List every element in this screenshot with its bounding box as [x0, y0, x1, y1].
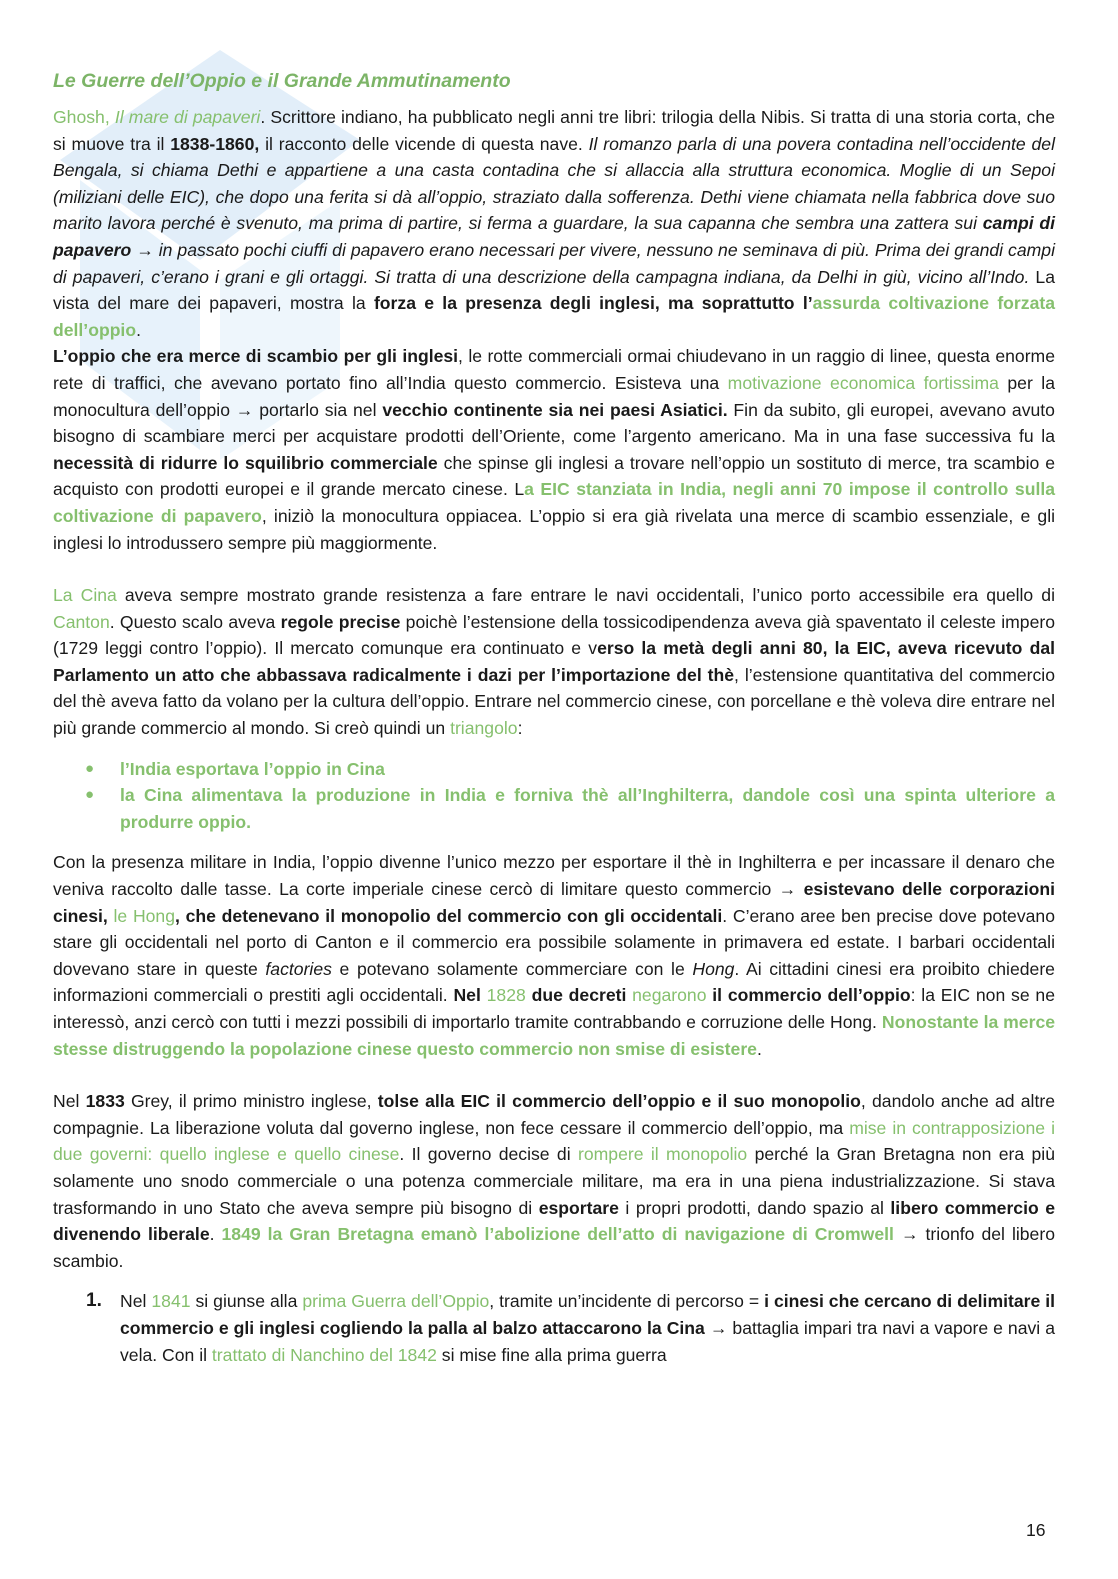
list-item: ● l’India esportava l’oppio in Cina — [120, 756, 1055, 783]
bullet-icon: ● — [85, 759, 95, 777]
list-number: 1. — [86, 1290, 102, 1312]
paragraph-hong: Con la presenza militare in India, l’oppio divenne l’unico mezzo per esportare il thè in Inghilterra e per incassare il denaro che veniva raccolto dalle tasse. La corte imperiale cinese cercò di limitare questo commercio → esistevano delle corporazioni cinesi, le Hong, che detenevano il monopolio del commercio con gli occidentali. C’erano aree ben precise dove potevano stare gli occidentali nel porto di Canton e il commercio era possibile solamente in primavera ed estate. I barbari occidentali dovevano stare in queste factories e potevano solamente commerciare con le Hong. Ai cittadini cinesi era proibito chiedere informazioni commerciali o prestiti agli occidentali. Nel 1828 due decreti negarono il commercio dell’oppio: la EIC non se ne interessò, anzi cercò con tutti i mezzi possibili di importarlo tramite contrabbando e corruzione delle Hong. Nonostante la merce stesse distruggendo la popolazione cinese questo commercio non smise di esistere. — [53, 852, 1056, 1059]
section-title: Le Guerre dell’Oppio e il Grande Ammutinamento — [53, 70, 511, 92]
page-number: 16 — [1026, 1520, 1046, 1540]
paragraph-cina: La Cina aveva sempre mostrato grande resistenza a fare entrare le navi occidentali, l’unico porto accessibile era quello di Canton. Questo scalo aveva regole precise poichè l’estensione della tossicodipendenza aveva già spaventato il celeste impero (1729 leggi contro l’oppio). Il mercato comunque era continuato e verso la metà degli anni 80, la EIC, aveva ricevuto dal Parlamento un atto che abbassava radicalmente i dazi per l’importazione del thè, l’estensione quantitativa del commercio del thè aveva fatto da volano per la cultura dell’oppio. Entrare nel commercio cinese, con porcellane e thè voleva dire entrare nel più grande commercio al mondo. Si creò quindi un triangolo: — [53, 585, 1056, 739]
paragraph-ghosh: Ghosh, Il mare di papaveri. Scrittore indiano, ha pubblicato negli anni tre libri: trilogia della Nibis. Si tratta di una storia corta, che si muove tra il 1838-1860, il racconto delle vicende di questa nave. Il romanzo parla di una povera contadina nell’occidente del Bengala, si chiama Dethi e appartiene a una casta contadina che si allaccia alla struttura economica. Moglie di un Sepoi (miliziani delle EIC), che dopo una ferita si dà all’oppio, straziato dalla sofferenza. Dethi viene chiamata nella fabbrica dove suo marito lavora perché è svenuto, ma prima di partire, si ferma a guardare, la sua capanna che sembra una zattera sui campi di papavero → in passato pochi ciuffi di papavero erano necessari per vivere, nessuno ne seminava di più. Prima dei grandi campi di papaveri, c’erano i grani e gli ortaggi. Si tratta di una descrizione della campagna indiana, da Delhi in giù, vicino all’Indo. La vista del mare dei papaveri, mostra la forza e la presenza degli inglesi, ma soprattutto l’assurda coltivazione forzata dell’oppio. — [53, 107, 1056, 340]
list-item: 1. Nel 1841 si giunse alla prima Guerra dell’Oppio, tramite un’incidente di percorso = i cinesi che cercano di delimitare il commercio e gli inglesi cogliendo la palla al balzo attaccarono la Cina → battaglia impari tra navi a vapore e navi a vela. Con il trattato di Nanchino del 1842 si mise fine alla prima guerra — [86, 1290, 1055, 1365]
list-item: ● la Cina alimentava la produzione in India e forniva thè all’Inghilterra, dandole così una spinta ulteriore a produrre oppio. — [120, 782, 1055, 835]
triangle-list — [53, 756, 1055, 836]
paragraph-oppio-merce: L’oppio che era merce di scambio per gli inglesi, le rotte commerciali ormai chiudevano in un raggio di linee, questa enorme rete di traffici, che avevano portato fino all’India questo commercio. Esisteva una motivazione economica fortissima per la monocultura dell’oppio → portarlo sia nel vecchio continente sia nei paesi Asiatici. Fin da subito, gli europei, avevano avuto bisogno di scambiare merci per acquistare prodotti dell’Oriente, come l’argento americano. Ma in una fase successiva fu la necessità di ridurre lo squilibrio commerciale che spinse gli inglesi a trovare nell’oppio un sostituto di merce, tra scambio e acquisto con prodotti europei e il grande mercato cinese. La EIC stanziata in India, negli anni 70 impose il controllo sulla coltivazione di papavero, iniziò la monocultura oppiacea. L’oppio si era già rivelata una merce di scambio essenziale, e gli inglesi lo introdussero sempre più maggiormente. — [53, 346, 1056, 553]
numbered-list — [53, 1288, 1055, 1368]
bullet-icon: ● — [85, 786, 95, 804]
paragraph-grey: Nel 1833 Grey, il primo ministro inglese, tolse alla EIC il commercio dell’oppio e il suo monopolio, dandolo anche ad altre compagnie. La liberazione voluta dal governo inglese, non fece cessare il commercio dell’oppio, ma mise in contrapposizione i due governi: quello inglese e quello cinese. Il governo decise di rompere il monopolio perché la Gran Bretagna non era più solamente uno snodo commerciale o una potenza commerciale militare, ma era in una piena industrializzazione. Si stava trasformando in uno Stato che aveva sempre più bisogno di esportare i propri prodotti, dando spazio al libero commercio e divenendo liberale. 1849 la Gran Bretagna emanò l’abolizione dell’atto di navigazione di Cromwell → trionfo del libero scambio. — [53, 1091, 1056, 1271]
document-body — [53, 66, 1055, 1368]
